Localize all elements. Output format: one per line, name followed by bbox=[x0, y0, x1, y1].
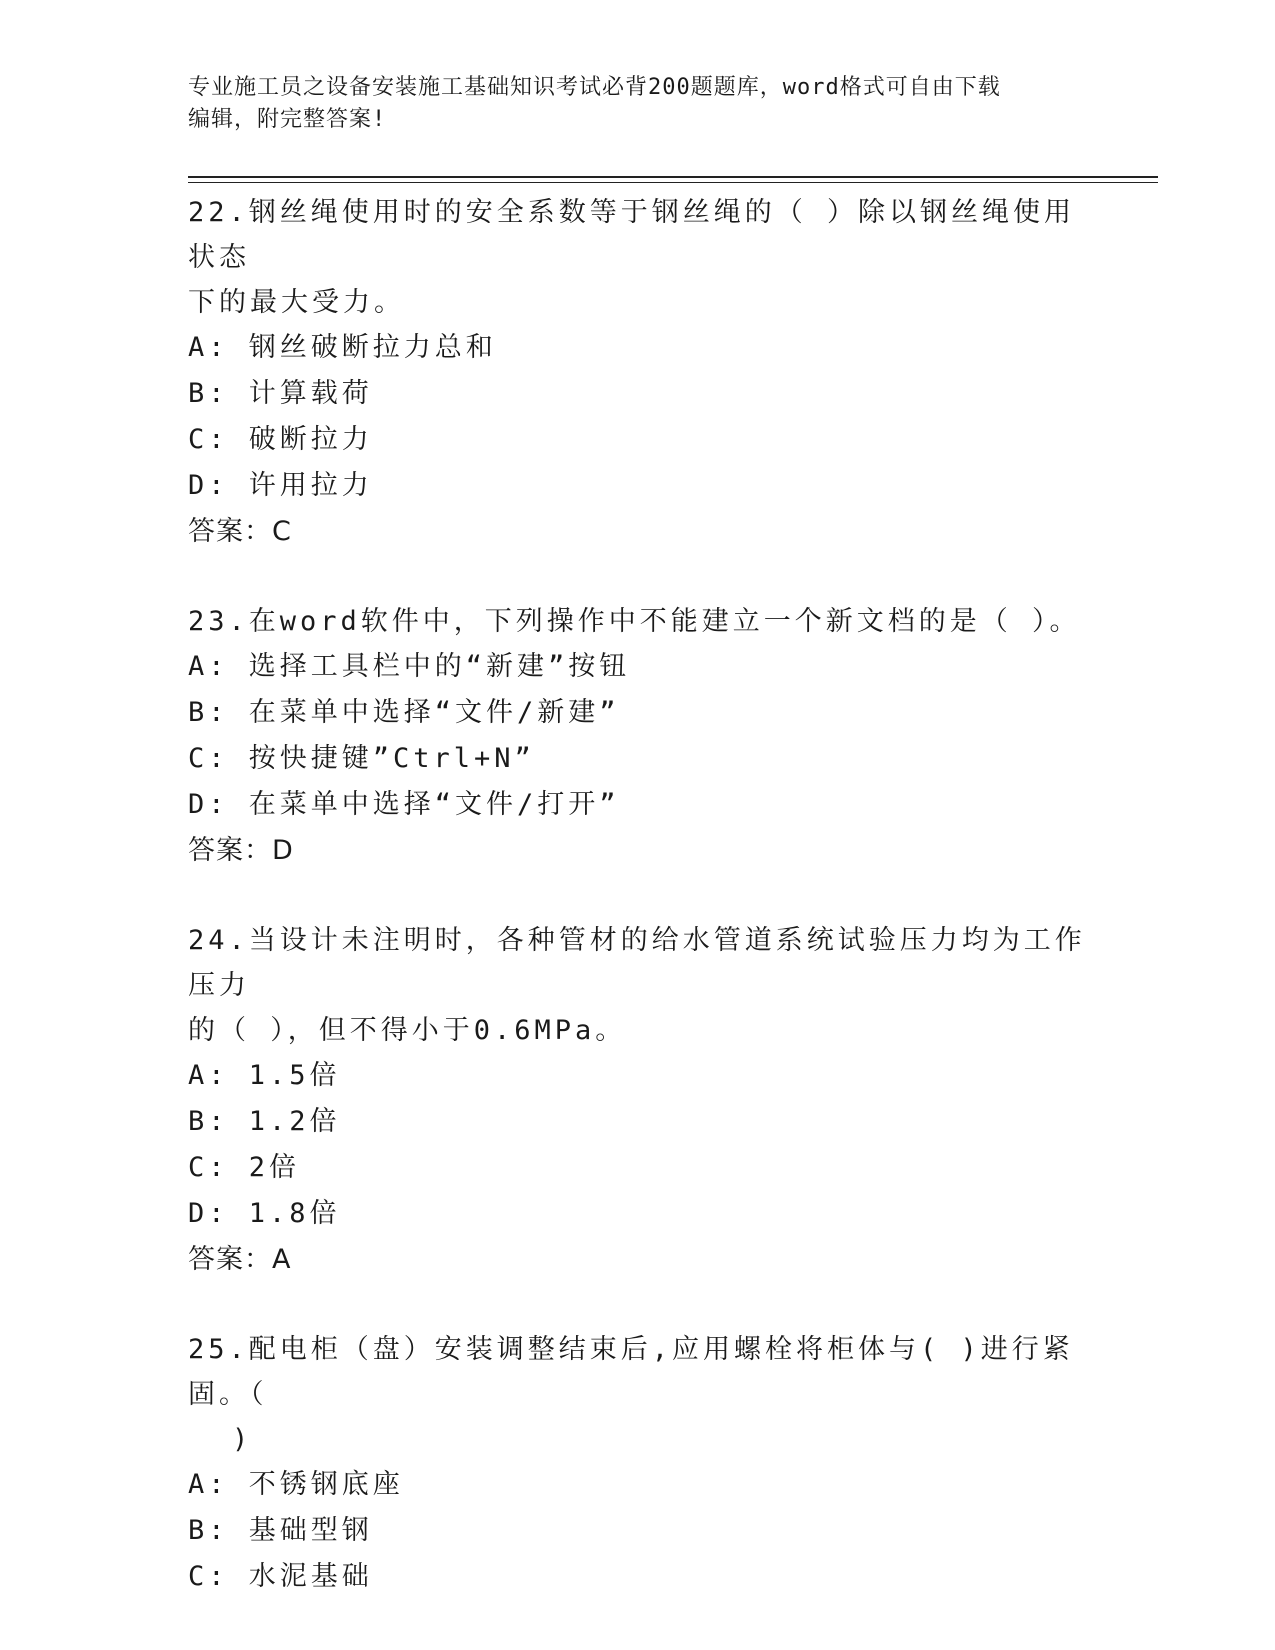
option-b: B: 1.2倍 bbox=[188, 1106, 341, 1137]
question-22 bbox=[188, 190, 1088, 555]
option-b: B: 计算载荷 bbox=[188, 378, 373, 409]
question-24 bbox=[188, 918, 1088, 1283]
option-c: C: 按快捷键”Ctrl+N” bbox=[188, 743, 535, 774]
option-b: B: 基础型钢 bbox=[188, 1515, 373, 1546]
question-stem-line: 23.在word软件中，下列操作中不能建立一个新文档的是（ ）。 bbox=[188, 606, 1081, 637]
question-list bbox=[188, 190, 1088, 1600]
option-c: C: 水泥基础 bbox=[188, 1561, 373, 1592]
answer-line: 答案：C bbox=[188, 516, 292, 547]
question-25 bbox=[188, 1327, 1088, 1600]
option-a: A: 钢丝破断拉力总和 bbox=[188, 332, 497, 363]
option-a: A: 选择工具栏中的“新建”按钮 bbox=[188, 651, 631, 682]
question-stem-line: ) bbox=[232, 1424, 253, 1455]
question-stem-line: 的（ ），但不得小于0.6MPa。 bbox=[188, 1015, 627, 1046]
question-stem-line: 24.当设计未注明时，各种管材的给水管道系统试验压力均为工作压力 bbox=[188, 925, 1086, 1001]
answer-line: 答案：A bbox=[188, 1244, 292, 1275]
question-23 bbox=[188, 599, 1088, 874]
question-stem-line: 25.配电柜（盘）安装调整结束后,应用螺栓将柜体与( )进行紧固。（ bbox=[188, 1334, 1074, 1410]
header-divider-thick bbox=[188, 176, 1158, 178]
option-a: A: 不锈钢底座 bbox=[188, 1469, 404, 1500]
option-d: D: 许用拉力 bbox=[188, 470, 373, 501]
header-line-1: 专业施工员之设备安装施工基础知识考试必背200题题库，word格式可自由下载 bbox=[188, 75, 1001, 100]
option-a: A: 1.5倍 bbox=[188, 1060, 341, 1091]
option-d: D: 在菜单中选择“文件/打开” bbox=[188, 789, 620, 820]
option-b: B: 在菜单中选择“文件/新建” bbox=[188, 697, 620, 728]
answer-line: 答案：D bbox=[188, 835, 294, 866]
document-header bbox=[188, 72, 1088, 136]
header-divider-thin bbox=[188, 182, 1158, 183]
question-stem-line: 22.钢丝绳使用时的安全系数等于钢丝绳的（ ）除以钢丝绳使用状态 bbox=[188, 197, 1076, 273]
option-d: D: 1.8倍 bbox=[188, 1198, 341, 1229]
option-c: C: 2倍 bbox=[188, 1152, 301, 1183]
question-stem-line: 下的最大受力。 bbox=[188, 287, 405, 318]
option-c: C: 破断拉力 bbox=[188, 424, 373, 455]
header-line-2: 编辑，附完整答案! bbox=[188, 107, 387, 132]
